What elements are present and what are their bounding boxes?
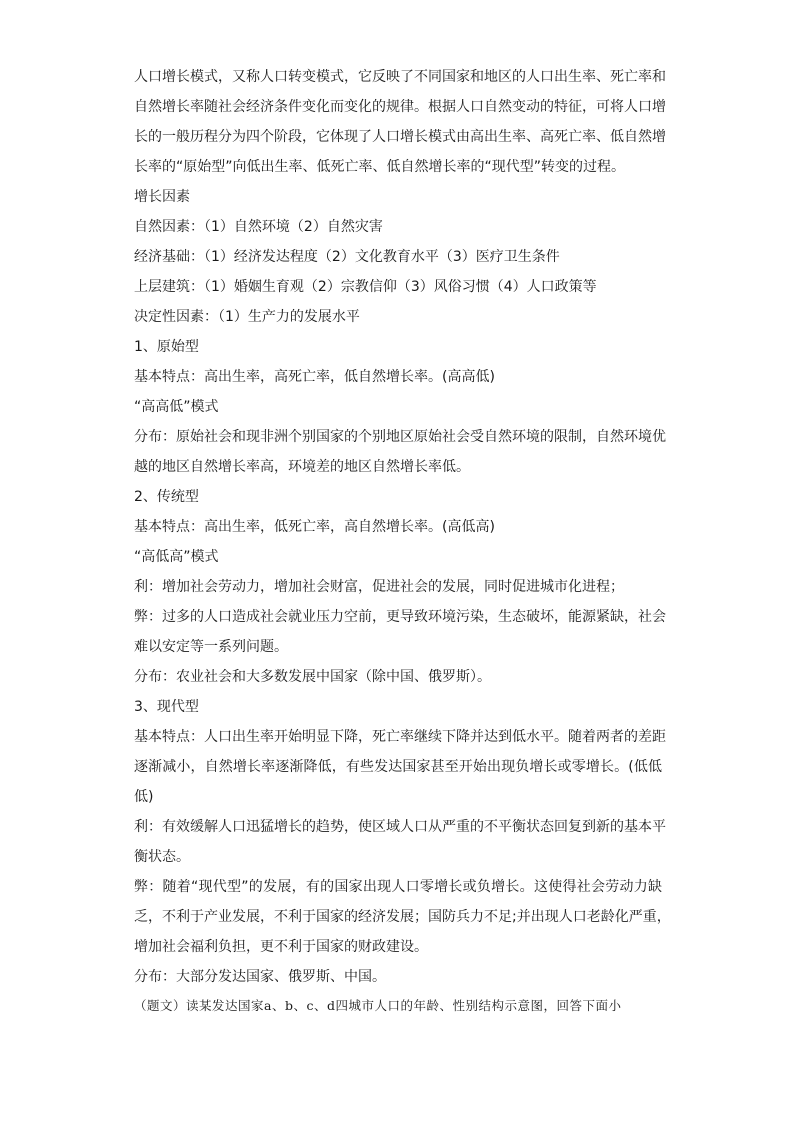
modern-advantage-line: 利：有效缓解人口迅猛增长的趋势，使区域人口从严重的不平衡状态回复到新的基本平 xyxy=(134,819,666,835)
traditional-mode: “高低高”模式 xyxy=(134,549,219,565)
intro-line: 人口增长模式，又称人口转变模式，它反映了不同国家和地区的人口出生率、死亡率和 xyxy=(134,69,666,85)
traditional-distribution: 分布：农业社会和大多数发展中国家（除中国、俄罗斯）。 xyxy=(134,669,491,685)
modern-disadvantage xyxy=(134,872,671,962)
economic-factors: 经济基础：（1）经济发达程度（2）文化教育水平（3）医疗卫生条件 xyxy=(134,249,560,265)
traditional-advantage: 利：增加社会劳动力，增加社会财富，促进社会的发展，同时促进城市化进程； xyxy=(134,579,624,595)
primitive-mode: “高高低”模式 xyxy=(134,399,219,415)
factors-heading: 增长因素 xyxy=(134,189,190,205)
primitive-distribution xyxy=(134,422,666,482)
modern-heading: 3、现代型 xyxy=(134,699,199,715)
primitive-heading: 1、原始型 xyxy=(134,339,199,355)
natural-factors: 自然因素：（1）自然环境（2）自然灾害 xyxy=(134,219,383,235)
traditional-disadvantage xyxy=(134,602,666,662)
primitive-distribution-line: 分布：原始社会和现非洲个别国家的个别地区原始社会受自然环境的限制，自然环境优 xyxy=(134,429,666,445)
superstructure-factors: 上层建筑：（1）婚姻生育观（2）宗教信仰（3）风俗习惯（4）人口政策等 xyxy=(134,279,597,295)
modern-disadvantage-line: 乏，不利于产业发展，不利于国家的经济发展；国防兵力不足;并出现人口老龄化严重， xyxy=(134,909,671,925)
modern-disadvantage-line: 弊：随着“现代型”的发展，有的国家出现人口零增长或负增长。这使得社会劳动力缺 xyxy=(134,879,662,895)
traditional-heading: 2、传统型 xyxy=(134,489,199,505)
question-stem: （题文）读某发达国家a、b、c、d四城市人口的年龄、性别结构示意图，回答下面小 xyxy=(134,998,622,1013)
modern-features-line: 逐渐减小，自然增长率逐渐降低，有些发达国家甚至开始出现负增长或零增长。(低低 xyxy=(134,759,662,775)
modern-disadvantage-line: 增加社会福利负担，更不利于国家的财政建设。 xyxy=(134,939,428,955)
decisive-factors: 决定性因素：（1）生产力的发展水平 xyxy=(134,309,360,325)
traditional-disadvantage-line: 弊：过多的人口造成社会就业压力空前，更导致环境污染，生态破坏，能源紧缺，社会 xyxy=(134,609,666,625)
primitive-distribution-line: 越的地区自然增长率高，环境差的地区自然增长率低。 xyxy=(134,459,470,475)
traditional-disadvantage-line: 难以安定等一系列问题。 xyxy=(134,639,288,655)
modern-features-line: 基本特点：人口出生率开始明显下降，死亡率继续下降并达到低水平。随着两者的差距 xyxy=(134,729,666,745)
primitive-features: 基本特点：高出生率，高死亡率，低自然增长率。(高高低) xyxy=(134,369,495,385)
intro-line: 长的一般历程分为四个阶段，它体现了人口增长模式由高出生率、高死亡率、低自然增 xyxy=(134,129,666,145)
intro-line: 自然增长率随社会经济条件变化而变化的规律。根据人口自然变动的特征，可将人口增 xyxy=(134,99,666,115)
modern-features-line: 低) xyxy=(134,789,154,805)
modern-distribution: 分布：大部分发达国家、俄罗斯、中国。 xyxy=(134,969,386,985)
modern-advantage xyxy=(134,812,666,872)
intro-line: 长率的“原始型”向低出生率、低死亡率、低自然增长率的“现代型”转变的过程。 xyxy=(134,159,626,175)
modern-features xyxy=(134,722,666,812)
traditional-features: 基本特点：高出生率，低死亡率，高自然增长率。(高低高) xyxy=(134,519,495,535)
document-page xyxy=(134,62,671,1020)
modern-advantage-line: 衡状态。 xyxy=(134,849,190,865)
intro-paragraph xyxy=(134,62,666,182)
